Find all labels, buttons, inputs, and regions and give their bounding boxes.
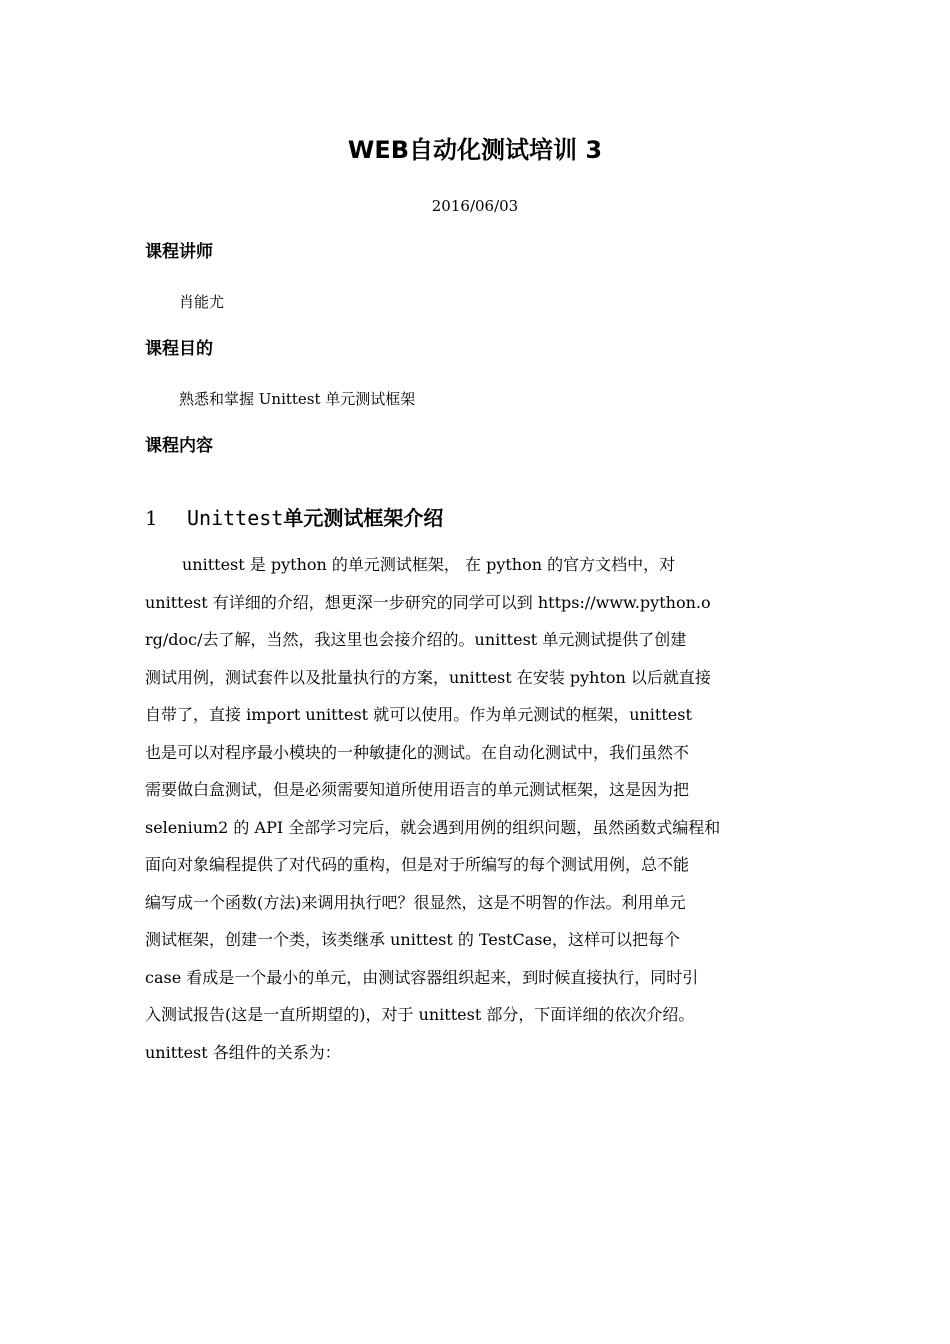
body-line: 也是可以对程序最小模块的一种敏捷化的测试。在自动化测试中，我们虽然不 (145, 742, 690, 762)
body-line: unittest 是 python 的单元测试框架， 在 python 的官方文档中，对 (182, 555, 676, 574)
body-line: 需要做白盒测试，但是必须需要知道所使用语言的单元测试框架，这是因为把 (145, 780, 690, 799)
document-date: 2016/06/03 (431, 197, 519, 215)
body-line: 编写成一个函数(方法)来调用执行吧？很显然，这是不明智的作法。利用单元 (145, 892, 686, 912)
body-line: 测试框架，创建一个类，该类继承 unittest 的 TestCase，这样可以把每个 (145, 930, 680, 949)
document-title: WEB自动化测试培训 3 (347, 136, 603, 164)
chapter-1-body (145, 552, 815, 1077)
purpose-text: 熟悉和掌握 Unittest 单元测试框架 (179, 390, 416, 408)
body-line: 测试用例，测试套件以及批量执行的方案，unittest 在安装 pyhton 以后就直接 (145, 667, 711, 687)
chapter-1-number: 1 (145, 506, 158, 530)
heading-content: 课程内容 (145, 436, 213, 456)
body-line: 入测试报告(这是一直所期望的)，对于 unittest 部分，下面详细的依次介绍。 (145, 1005, 695, 1024)
chapter-1-heading (145, 502, 443, 534)
body-line: 面向对象编程提供了对代码的重构，但是对于所编写的每个测试用例，总不能 (145, 855, 690, 874)
chapter-1-title-latin: Unittest (187, 506, 284, 530)
body-line: unittest 各组件的关系为： (145, 1042, 341, 1062)
instructor-name: 肖能尤 (179, 293, 225, 311)
body-line: unittest 有详细的介绍，想更深一步研究的同学可以到 https://www.python.o (145, 592, 711, 612)
chapter-1-title-cjk: 单元测试框架介绍 (283, 506, 444, 530)
heading-purpose: 课程目的 (145, 339, 213, 359)
body-line: rg/doc/去了解，当然，我这里也会接介绍的。unittest 单元测试提供了创建 (145, 630, 687, 649)
heading-instructor: 课程讲师 (145, 242, 213, 262)
body-line: 自带了，直接 import unittest 就可以使用。作为单元测试的框架，unittest (145, 705, 692, 724)
body-line: selenium2 的 API 全部学习完后，就会遇到用例的组织问题，虽然函数式编程和 (145, 817, 721, 837)
body-line: case 看成是一个最小的单元，由测试容器组织起来，到时候直接执行，同时引 (145, 967, 699, 987)
